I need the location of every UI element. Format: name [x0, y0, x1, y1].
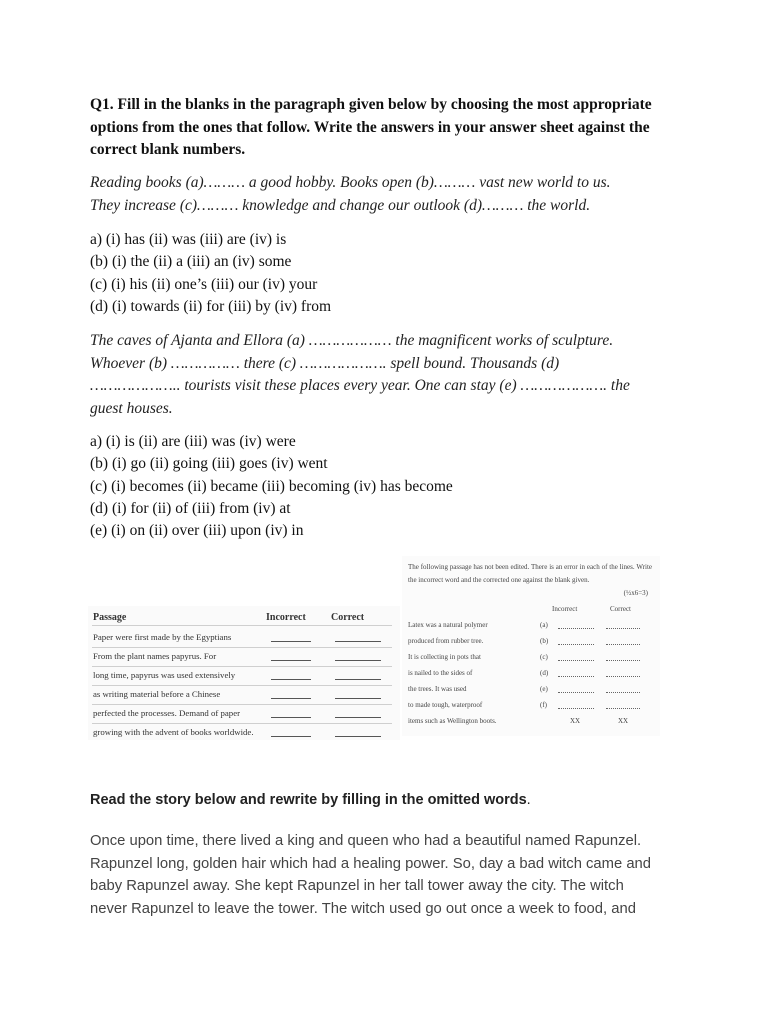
option-line: (d) (i) for (ii) of (iii) from (iv) at: [90, 499, 291, 517]
editing-row: [408, 621, 654, 635]
story-line: Rapunzel long, golden hair which had a healing power. So, day a bad witch came and: [90, 855, 652, 872]
table-header-incorrect: Incorrect: [266, 612, 306, 623]
story-line: baby Rapunzel away. She kept Rapunzel in her tall tower away the city. The witch: [90, 878, 624, 894]
table-header-passage: Passage: [93, 612, 127, 623]
incorrect-blank: [558, 660, 594, 661]
table-row-text: From the plant names papyrus. For: [93, 651, 217, 661]
correct-blank: [606, 660, 640, 661]
passage-1-options: [90, 229, 670, 318]
editing-row-label: (f): [540, 701, 547, 709]
correct-blank: [606, 692, 640, 693]
table-row: [93, 725, 393, 743]
editing-marks: (½x6=3): [623, 589, 648, 597]
editing-row-label: (a): [540, 621, 548, 629]
table-row: [93, 649, 393, 667]
correct-blank: [606, 644, 640, 645]
table-row-text: growing with the advent of books worldwide.: [93, 727, 254, 737]
table-rule: [92, 723, 392, 724]
incorrect-blank: [558, 676, 594, 677]
option-line: (b) (i) go (ii) going (iii) goes (iv) went: [90, 455, 328, 473]
table-row: [93, 706, 393, 724]
editing-row-mark: XX: [618, 717, 629, 725]
correct-blank: [335, 717, 381, 718]
passage-2-options: [90, 431, 670, 542]
correct-blank: [606, 708, 640, 709]
story-heading-period: .: [526, 792, 531, 808]
editing-row-text: items such as Wellington boots.: [408, 717, 497, 725]
editing-row-label: (e): [540, 685, 548, 693]
correct-blank: [606, 676, 640, 677]
editing-row-text: the trees. It was used: [408, 685, 467, 693]
incorrect-blank: [271, 660, 311, 661]
passage-1: [90, 172, 670, 217]
incorrect-blank: [271, 698, 311, 699]
correct-blank: [606, 628, 640, 629]
table-row-text: Paper were first made by the Egyptians: [93, 632, 232, 642]
table-header-correct: Correct: [331, 612, 365, 623]
story-line: Once upon time, there lived a king and queen who had a beautiful named Rapunzel.: [90, 833, 642, 849]
passage-2-line: The caves of Ajanta and Ellora (a) ……………… the magnificent works of sculpture.: [90, 332, 614, 349]
correct-blank: [335, 736, 381, 737]
editing-row-text: produced from rubber tree.: [408, 637, 484, 645]
editing-row: [408, 653, 654, 667]
option-line: (b) (i) the (ii) a (iii) an (iv) some: [90, 253, 292, 271]
editing-row-label: (c): [540, 653, 548, 661]
table-row: [93, 687, 393, 705]
editing-row-label: (b): [540, 637, 549, 645]
table-row: [93, 668, 393, 686]
table-row-text: perfected the processes. Demand of paper: [93, 708, 241, 718]
editing-row-text: to made tough, waterproof: [408, 701, 483, 709]
incorrect-blank: [271, 679, 311, 680]
table-rule: [92, 625, 392, 626]
incorrect-blank: [558, 628, 594, 629]
incorrect-blank: [271, 717, 311, 718]
correct-blank: [335, 641, 381, 642]
editing-row: [408, 637, 654, 651]
passage-2: [90, 330, 670, 420]
incorrect-blank: [558, 644, 594, 645]
option-line: (c) (i) becomes (ii) became (iii) becoming (iv) has become: [90, 477, 453, 495]
story-heading-text: Read the story below and rewrite by filling in the omitted words: [90, 792, 527, 808]
incorrect-blank: [558, 708, 594, 709]
editing-row: [408, 685, 654, 699]
passage-2-line: ……………….. tourists visit these places every year. One can stay (e) ………………. the: [90, 377, 630, 394]
table-rule: [92, 704, 392, 705]
passage-2-line: guest houses.: [90, 399, 173, 417]
table-rule: [92, 685, 392, 686]
editing-row: [408, 717, 654, 731]
option-line: (c) (i) his (ii) one’s (iii) our (iv) your: [90, 275, 318, 293]
story-text: [90, 830, 680, 920]
table-row-text: long time, papyrus was used extensively: [93, 670, 236, 680]
table-row-text: as writing material before a Chinese: [93, 689, 221, 699]
option-line: a) (i) has (ii) was (iii) are (iv) is: [90, 231, 287, 248]
editing-row-text: Latex was a natural polymer: [408, 621, 488, 629]
table-row: [93, 630, 393, 648]
correct-blank: [335, 679, 381, 680]
editing-row: [408, 701, 654, 715]
passage-1-line: They increase (c)……… knowledge and change our outlook (d)……… the world.: [90, 196, 591, 214]
passage-2-line: Whoever (b) …………… there (c) ………………. spell bound. Thousands (d): [90, 354, 560, 372]
incorrect-blank: [558, 692, 594, 693]
table-rule: [92, 666, 392, 667]
editing-row-text: is nailed to the sides of: [408, 669, 473, 677]
incorrect-blank: [271, 641, 311, 642]
column-correct: Correct: [610, 605, 631, 613]
story-line: never Rapunzel to leave the tower. The witch used go out once a week to food, and: [90, 900, 636, 917]
option-line: (d) (i) towards (ii) for (iii) by (iv) from: [90, 297, 332, 315]
editing-row-label: (d): [540, 669, 549, 677]
question-1-heading: Q1. Fill in the blanks in the paragraph given below by choosing the most appropriate options from the ones that follow. Write the answers in your answer sheet against the correct blank numbers.: [90, 96, 652, 158]
column-incorrect: Incorrect: [552, 605, 578, 613]
correct-blank: [335, 660, 381, 661]
option-line: (e) (i) on (ii) over (iii) upon (iv) in: [90, 522, 304, 540]
option-line: a) (i) is (ii) are (iii) was (iv) were: [90, 433, 296, 450]
editing-row-mark: XX: [570, 717, 581, 725]
passage-1-line: Reading books (a)……… a good hobby. Books open (b)……… vast new world to us.: [90, 174, 611, 191]
editing-exercise: [402, 556, 660, 736]
incorrect-blank: [271, 736, 311, 737]
correct-blank: [335, 698, 381, 699]
table-rule: [92, 647, 392, 648]
editing-instructions: The following passage has not been edited. There is an error in each of the lines. Write the incorrect word and the corrected one against the blank given.: [408, 563, 652, 584]
story-heading: [90, 792, 531, 808]
editing-row-text: It is collecting in pots that: [408, 653, 481, 661]
passage-error-table: [88, 606, 400, 740]
editing-row: [408, 669, 654, 683]
